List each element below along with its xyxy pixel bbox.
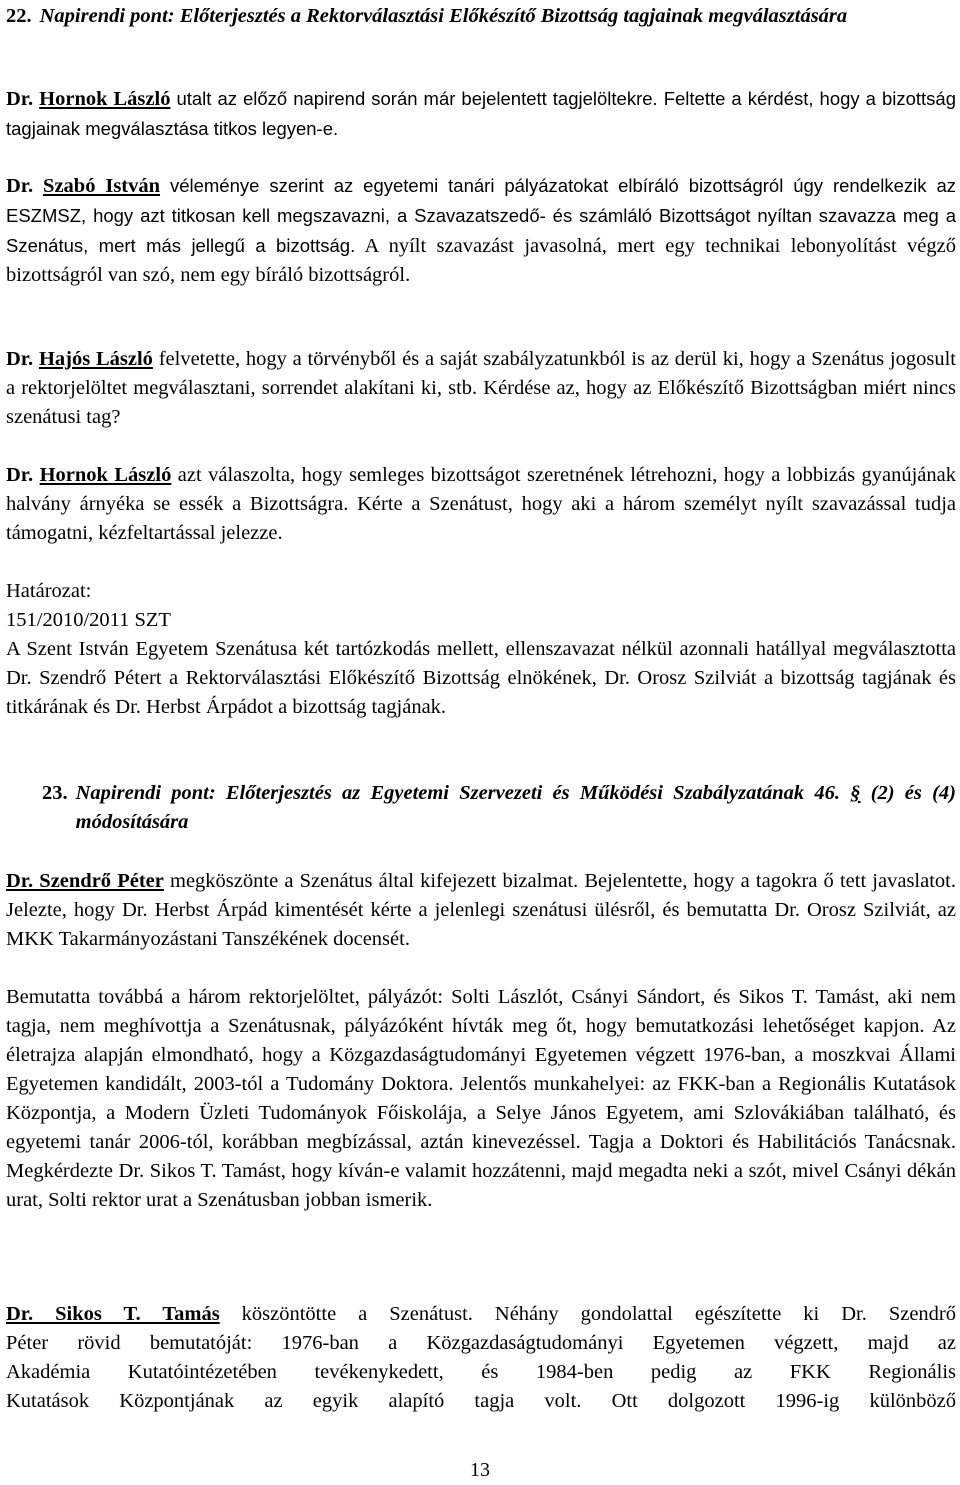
speaker-name: Dr. Szendrő Péter (6, 870, 164, 892)
paragraph-candidates: Bemutatta továbbá a három rektorjelöltet, pályázót: Solti Lászlót, Csányi Sándort, és Sikos T. Tamást, aki nem tagja, nem meghívottja a Szenátusnak, pályázóként hívták meg őt, hogy bemutatkozási lehetőséget kapjon. Az életrajza alapján elmondható, hogy a Közgazdaságtudományi Egyetemen végzett 1976-ban, a moszkvai Állami Egyetemen kandidált, 2003-tól a Tudomány Doktora. Jelentős munkahelyei: az FKK-ban a Regionális Kutatások Központja, a Modern Üzleti Tudományok Főiskolája, a Selye János Egyetem, ami Szlovákiában található, és egyetemi tanár 2006-tól, korábban megbízással, aztán kinevezéssel. Tagja a Doktori és Habilitációs Tanácsnak. Megkérdezte Dr. Sikos T. Tamást, hogy kíván-e valamit hozzátenni, majd megadta neki a szót, mivel Csányi dékán urat, Solti rektor urat a Szenátusban jobban ismerik. (6, 986, 956, 1211)
speaker-prefix: Dr. (6, 88, 40, 110)
speaker-name: Hornok László (39, 88, 171, 110)
paragraph-hornok-2 (6, 461, 956, 548)
paragraph-hajos (6, 345, 956, 432)
paragraph-text: utalt az előző napirend során már bejelentett tagjelöltekre. Feltette a kérdést, hogy a bizottság tagjainak megválasztása titkos legyen-e. (6, 88, 957, 139)
paragraph-szendro (6, 867, 956, 954)
section-23-title: Napirendi pont: Előterjesztés az Egyetemi Szervezeti és Működési Szabályzatának 46. § (2) és (4) módosítására (75, 782, 956, 833)
speaker-name: Hajós László (38, 348, 153, 370)
paragraph-text-2: A nyílt szavazást javasolná, mert egy technikai lebonyolítást végző bizottságról van szó, nem egy bíráló bizottságról. (6, 235, 956, 286)
speaker-prefix: Dr. (6, 175, 44, 197)
paragraph-szabo (6, 171, 956, 290)
paragraph-line: Kutatások Központjának az egyik alapító tagja volt. Ott dolgozott 1996-ig különböző (6, 1390, 956, 1412)
paragraph-text: azt válaszolta, hogy semleges bizottságot szeretnének létrehozni, hogy a lobbizás gyanújának halvány árnyéka se essék a Bizottságra. Kérte a Szenátust, hogy aki a három személyt nyílt szavazással tudja támogatni, kézfeltartással jelezze. (6, 464, 956, 544)
resolution-text: A Szent István Egyetem Szenátusa két tartózkodás mellett, ellenszavazat nélkül azonnali hatállyal megválasztotta Dr. Szendrő Pétert a Rektorválasztási Előkészítő Bizottság elnökének, Dr. Orosz Szilviát a bizottság tagjának és titkárának és Dr. Herbst Árpádot a bizottság tagjának. (6, 638, 956, 718)
section-22-number: 22. (6, 5, 32, 27)
paragraph-text: felvetette, hogy a törvényből és a saját szabályzatunkból is az derül ki, hogy a Szenátus jogosult a rektorjelöltet megválasztani, sorrendet alakítani ki, stb. Kérdése az, hogy az Előkészítő Bizottságban miért nincs szenátusi tag? (6, 348, 956, 428)
paragraph-sign: § (850, 782, 861, 804)
paragraph-line: Dr. Sikos T. Tamás köszöntötte a Szenátust. Néhány gondolattal egészítette ki Dr. Szendrő (6, 1303, 956, 1325)
section-23-heading (42, 779, 956, 837)
paragraph-text: megköszönte a Szenátus által kifejezett bizalmat. Bejelentette, hogy a tagokra ő tett javaslatot. Jelezte, hogy Dr. Herbst Árpád kimentését kérte a jelenlegi szenátusi ülésről, és bemutatta Dr. Orosz Szilviát, az MKK Takarmányozástani Tanszékének docensét. (6, 870, 956, 950)
paragraph-line: Péter rövid bemutatóját: 1976-ban a Közgazdaságtudományi Egyetemen végzett, majd az (6, 1332, 956, 1354)
paragraph-line: Akadémia Kutatóintézetében tevékenykedett, és 1984-ben pedig az FKK Regionális (6, 1361, 956, 1383)
speaker-name: Hornok László (39, 464, 172, 486)
speaker-prefix: Dr. (6, 348, 39, 370)
speaker-name: Dr. Sikos T. Tamás (6, 1303, 220, 1325)
section-22-title: Napirendi pont: Előterjesztés a Rektorválasztási Előkészítő Bizottság tagjainak megválasztására (39, 5, 848, 27)
speaker-name: Szabó István (43, 175, 161, 197)
section-23-number: 23. (42, 782, 68, 804)
speaker-prefix: Dr. (6, 464, 40, 486)
paragraph-hornok-1 (6, 84, 956, 144)
section-22-heading (6, 2, 956, 31)
resolution-number: 151/2010/2011 SZT (6, 609, 171, 631)
page-number: 13 (470, 1459, 490, 1481)
paragraph-sikos (6, 1300, 956, 1416)
paragraph-text: véleménye szerint az egyetemi tanári pályázatokat elbíráló bizottságról úgy rendelkezik az ESZMSZ, hogy azt titkosan kell megszavazni, a Szavazatszedő- és számláló Bizottságot nyíltan szavazza meg a Szenátus, mert más jellegű a bizottság. (6, 175, 956, 256)
resolution-label: Határozat: (6, 580, 92, 602)
